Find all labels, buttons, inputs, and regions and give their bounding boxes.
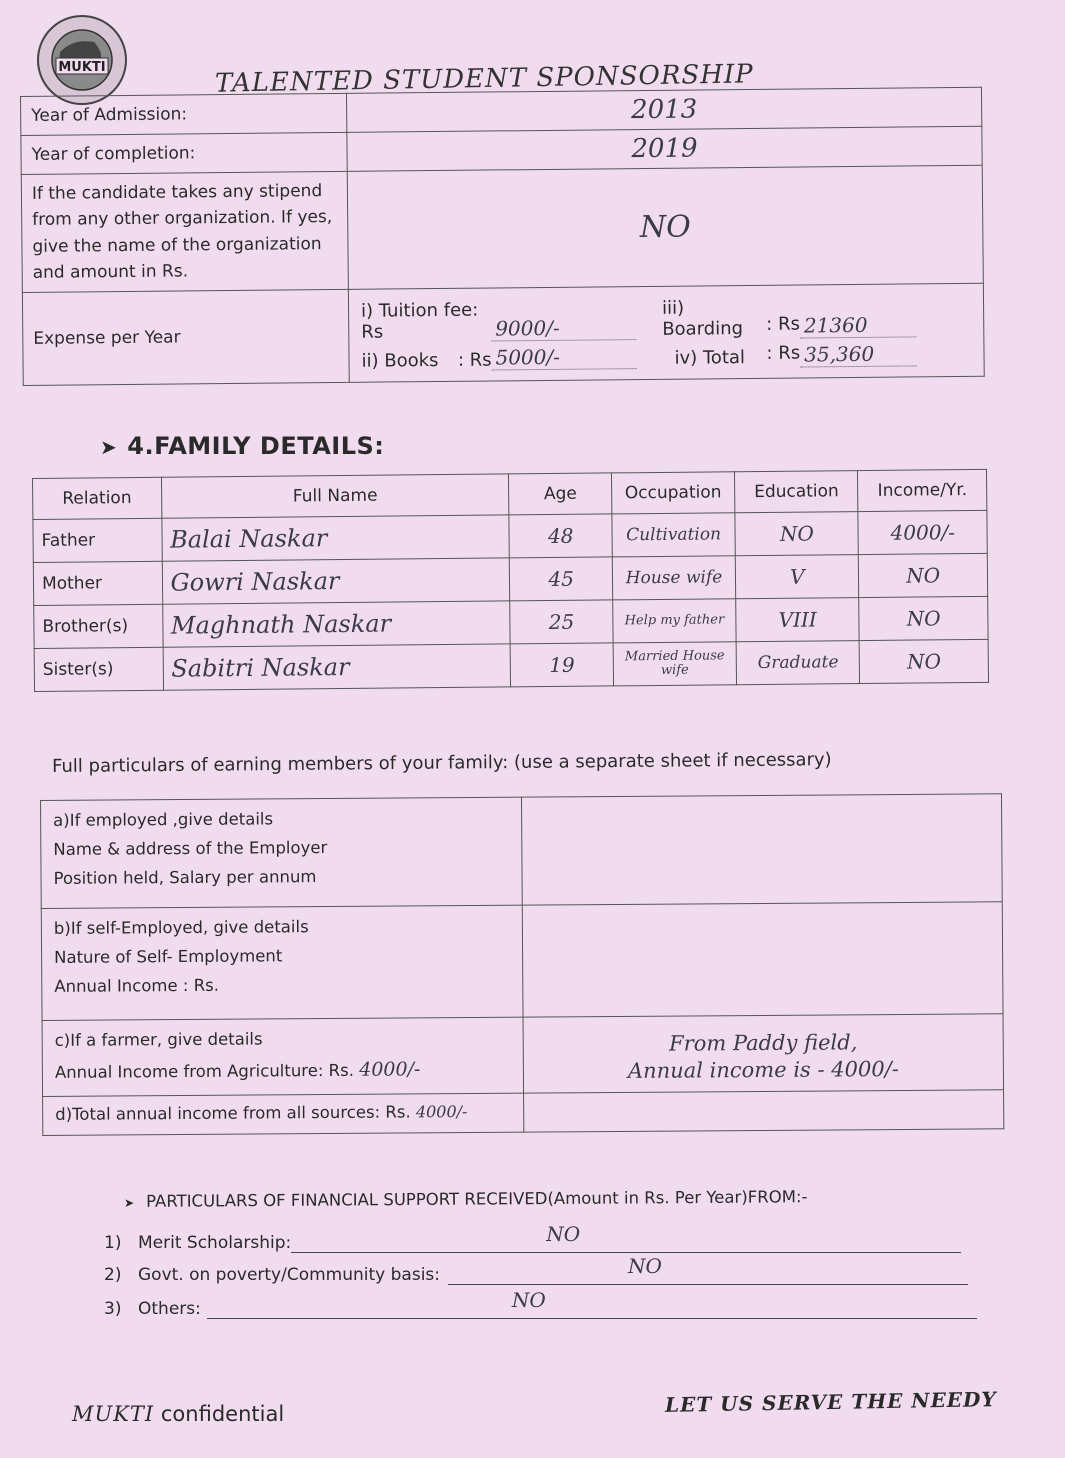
self-employed-details-label: b)If self-Employed, give details Nature of Self- Employment Annual Income : Rs. bbox=[41, 905, 523, 1020]
mukti-logo bbox=[34, 12, 130, 108]
year-of-admission-label: Year of Admission: bbox=[21, 93, 347, 135]
self-employed-details-value[interactable] bbox=[522, 902, 1003, 1017]
boarding-value[interactable]: 21360 bbox=[800, 312, 917, 338]
financial-support-heading: ➤ PARTICULARS OF FINANCIAL SUPPORT RECEIVED(Amount in Rs. Per Year)FROM:- bbox=[124, 1187, 808, 1211]
govt-poverty-label: Govt. on poverty/Community basis: bbox=[138, 1265, 441, 1285]
total-value[interactable]: 35,360 bbox=[800, 341, 917, 367]
age-cell[interactable]: 45 bbox=[510, 557, 613, 601]
stipend-value[interactable]: NO bbox=[347, 165, 983, 289]
relation-cell: Father bbox=[33, 518, 162, 562]
col-age: Age bbox=[509, 473, 612, 515]
total-income-value[interactable] bbox=[524, 1089, 1004, 1132]
age-cell[interactable]: 25 bbox=[510, 600, 613, 644]
books-value[interactable]: 5000/- bbox=[491, 344, 636, 370]
family-table bbox=[32, 469, 989, 692]
stipend-label: If the candidate takes any stipend from any other organization. If yes, give the name of the organization and amount in Rs. bbox=[21, 171, 348, 292]
name-cell[interactable]: Sabitri Naskar bbox=[163, 644, 511, 690]
income-cell[interactable]: NO bbox=[859, 596, 988, 640]
total-income-amount[interactable]: 4000/- bbox=[415, 1101, 468, 1121]
farmer-income-amount[interactable]: 4000/- bbox=[359, 1058, 421, 1081]
education-cell[interactable]: Graduate bbox=[736, 641, 860, 685]
svg-text:MUKTI: MUKTI bbox=[58, 60, 106, 75]
year-of-admission-value[interactable]: 2013 bbox=[346, 87, 981, 132]
merit-scholarship-label: Merit Scholarship: bbox=[138, 1233, 292, 1253]
boarding-rs: : Rs bbox=[766, 313, 800, 335]
family-details-heading: ➤ 4.FAMILY DETAILS: bbox=[100, 432, 385, 460]
table-row bbox=[34, 639, 988, 691]
col-occupation: Occupation bbox=[611, 472, 735, 514]
govt-poverty-row: 2) Govt. on poverty/Community basis: NO bbox=[104, 1264, 968, 1285]
income-cell[interactable]: 4000/- bbox=[858, 510, 987, 554]
others-label: Others: bbox=[138, 1299, 201, 1319]
farmer-details-label: c)If a farmer, give details Annual Income from Agriculture: Rs. 4000/- bbox=[42, 1017, 524, 1096]
tuition-label: i) Tuition fee: Rs bbox=[360, 299, 479, 343]
expense-breakdown bbox=[348, 284, 984, 383]
admission-table bbox=[20, 87, 985, 387]
col-relation: Relation bbox=[33, 477, 162, 519]
income-cell[interactable]: NO bbox=[860, 639, 989, 683]
occupation-cell[interactable]: Cultivation bbox=[612, 513, 736, 557]
year-of-completion-value[interactable]: 2019 bbox=[347, 126, 982, 171]
employed-details-value[interactable] bbox=[521, 794, 1002, 905]
earning-members-table bbox=[40, 793, 1004, 1136]
relation-cell: Mother bbox=[33, 561, 162, 605]
table-row bbox=[43, 1089, 1004, 1136]
govt-poverty-field[interactable]: NO bbox=[448, 1264, 968, 1285]
table-row bbox=[41, 902, 1003, 1021]
relation-cell: Brother(s) bbox=[34, 604, 163, 648]
age-cell[interactable]: 48 bbox=[509, 514, 612, 558]
col-income: Income/Yr. bbox=[858, 469, 987, 511]
footer-confidential: MUKTI confidential bbox=[72, 1402, 285, 1426]
income-cell[interactable]: NO bbox=[859, 553, 988, 597]
table-row bbox=[41, 794, 1003, 909]
total-label: iv) Total bbox=[674, 346, 746, 369]
name-cell[interactable]: Balai Naskar bbox=[161, 515, 509, 561]
books-label: ii) Books bbox=[361, 349, 439, 372]
total-rs: : Rs bbox=[766, 342, 801, 364]
occupation-cell[interactable]: Help my father bbox=[613, 599, 737, 643]
table-row bbox=[42, 1014, 1004, 1096]
education-cell[interactable]: V bbox=[735, 555, 859, 599]
occupation-cell[interactable]: House wife bbox=[612, 556, 736, 600]
boarding-label: iii) Boarding bbox=[661, 297, 744, 340]
tuition-value[interactable]: 9000/- bbox=[491, 315, 636, 341]
merit-scholarship-row: 1) Merit Scholarship: NO bbox=[104, 1232, 961, 1253]
others-field[interactable]: NO bbox=[207, 1298, 977, 1319]
education-cell[interactable]: VIII bbox=[736, 598, 860, 642]
name-cell[interactable]: Maghnath Naskar bbox=[162, 601, 510, 647]
arrow-bullet-icon: ➤ bbox=[100, 435, 118, 459]
earning-members-note: Full particulars of earning members of your family: (use a separate sheet if necessary) bbox=[52, 749, 832, 777]
total-income-label: d)Total annual income from all sources: Rs. 4000/- bbox=[43, 1093, 524, 1136]
col-education: Education bbox=[735, 471, 859, 513]
employed-details-label: a)If employed ,give details Name & address of the Employer Position held, Salary per annum bbox=[41, 797, 523, 908]
relation-cell: Sister(s) bbox=[34, 647, 163, 691]
year-of-completion-label: Year of completion: bbox=[21, 132, 347, 174]
books-rs: : Rs bbox=[457, 349, 492, 371]
merit-scholarship-field[interactable]: NO bbox=[291, 1232, 961, 1253]
education-cell[interactable]: NO bbox=[735, 512, 859, 556]
age-cell[interactable]: 19 bbox=[511, 643, 614, 687]
others-row: 3) Others: NO bbox=[104, 1298, 977, 1319]
occupation-cell[interactable]: Married House wife bbox=[613, 642, 737, 686]
name-cell[interactable]: Gowri Naskar bbox=[162, 558, 510, 604]
footer-slogan: LET US SERVE THE NEEDY bbox=[664, 1387, 997, 1417]
col-full-name: Full Name bbox=[161, 474, 509, 518]
arrow-bullet-icon: ➤ bbox=[124, 1195, 135, 1210]
farmer-details-value[interactable]: From Paddy field, Annual income is - 4000/- bbox=[523, 1014, 1004, 1093]
expense-label: Expense per Year bbox=[22, 290, 349, 386]
form-title: TALENTED STUDENT SPONSORSHIP bbox=[214, 59, 754, 99]
